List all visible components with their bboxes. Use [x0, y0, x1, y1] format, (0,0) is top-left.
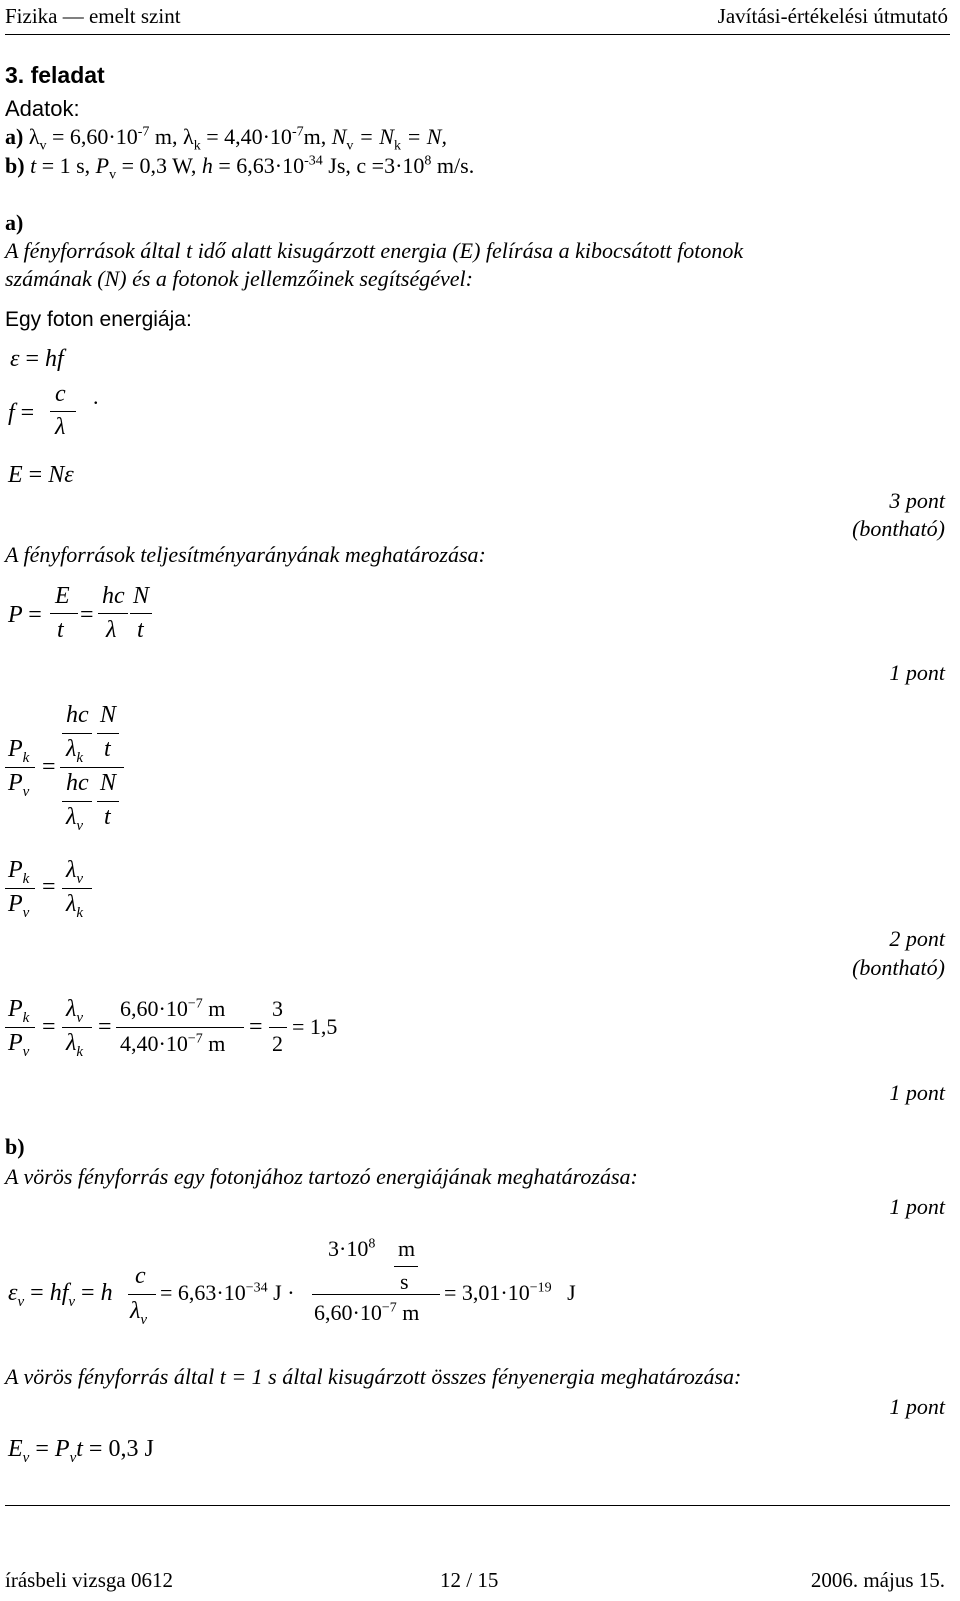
- points-b2: 1 pont: [889, 1394, 945, 1419]
- part-b-text1: A vörös fényforrás egy fotonjához tartozó energiájának meghatározása:: [5, 1164, 638, 1189]
- part-a-intro2: számának (N) és a fotonok jellemzőinek segítségével:: [5, 266, 473, 291]
- footer-left: írásbeli vizsga 0612: [5, 1568, 173, 1592]
- points-b1: 1 pont: [889, 1194, 945, 1219]
- eq-Ev: $E_v = P_vt = 0,3$ J: [8, 1436, 154, 1466]
- points-a1: 3 pont: [889, 488, 945, 513]
- footer-right: 2006. május 15.: [810, 1568, 945, 1592]
- footer-center: 12 / 15: [440, 1568, 499, 1592]
- points-a3-note: (bontható): [852, 955, 945, 980]
- data-a-line: a) $\lambda_v = 6,60\cdot 10^{-7}$ m, $\lambda_k = 4,40\cdot 10^{-7}m$, $N_v = N_k = N$,: [5, 124, 447, 154]
- part-a-label: a): [5, 210, 24, 235]
- eq-f: f =: [8, 400, 35, 426]
- eps-result: = $3,01\cdot 10^{-19}$ J: [444, 1280, 576, 1305]
- points-a1-note: (bontható): [852, 516, 945, 541]
- header-right: Javítási-értékelési útmutató: [717, 4, 948, 28]
- part-b-label: b): [5, 1134, 25, 1159]
- eq-E: E = Nε: [8, 462, 74, 488]
- adatok-label: Adatok:: [5, 96, 80, 121]
- data-b-line: b) t = 1 s, $P_v = 0,3$ W, $h = 6,63\cdot 10^{-34}$ Js, $c =3\cdot 10^8$ m/s.: [5, 153, 475, 183]
- header-divider: [5, 34, 950, 35]
- eq-P: P =: [8, 602, 42, 628]
- ratio-text: A fényforrások teljesítményarányának meghatározása:: [5, 542, 486, 567]
- ratio-result: = 1,5: [292, 1014, 338, 1039]
- task-title: 3. feladat: [5, 62, 105, 88]
- footer-divider: [5, 1505, 950, 1506]
- points-a2: 1 pont: [889, 660, 945, 685]
- points-a4: 1 pont: [889, 1080, 945, 1105]
- part-a-intro: A fényforrások által t idő alatt kisugárzott energia (E) felírása a kibocsátott fotonok: [5, 238, 744, 263]
- frac-line: [50, 411, 76, 412]
- header-left: Fizika — emelt szint: [5, 4, 181, 28]
- foton-label: Egy foton energiája:: [5, 308, 192, 331]
- points-a3: 2 pont: [889, 926, 945, 951]
- part-b-text2: A vörös fényforrás által t = 1 s által kisugárzott összes fényenergia meghatározása:: [5, 1364, 742, 1389]
- eq-eps-hf: ε = hf: [10, 346, 64, 372]
